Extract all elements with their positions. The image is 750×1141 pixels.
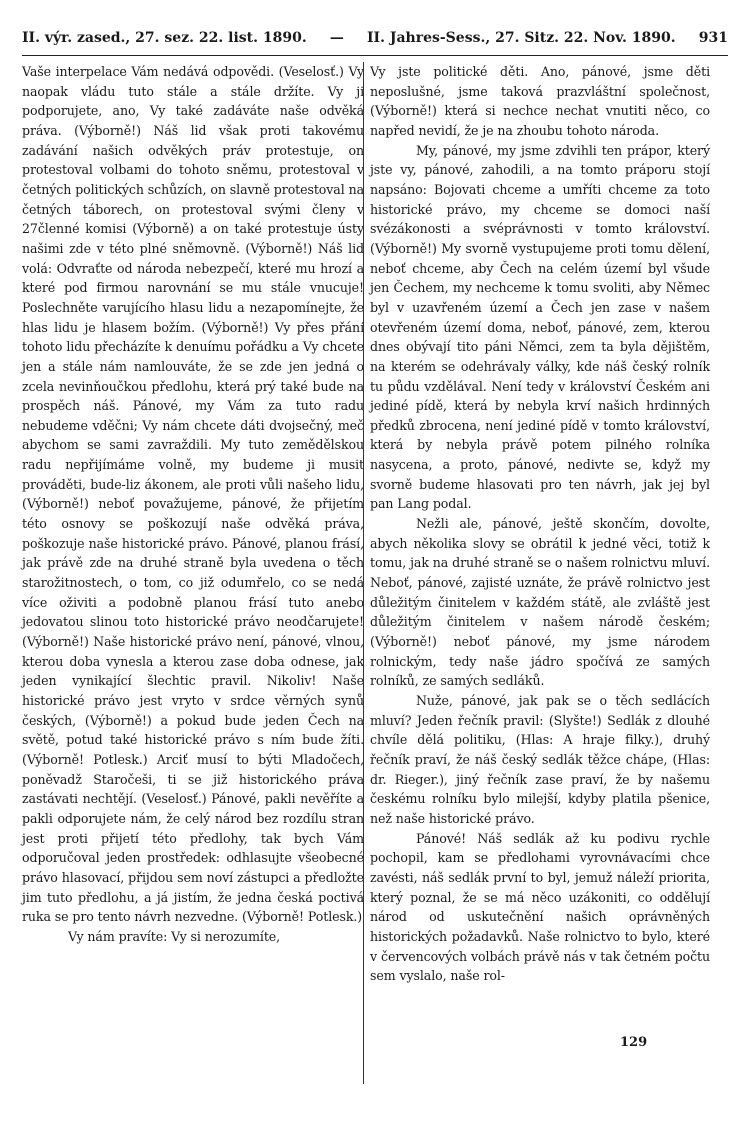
column-divider <box>363 62 364 1084</box>
right-paragraph-5: Pánové! Náš sedlák až ku podivu rychle pochopil, kam se předlohami vyrovnávacími chce zavésti, náš sedlák první to byl, jemuž náleží priorita, který poznal, že se má něco uzákoniti, co oddělují národ od uskutečnění našich oprávněných historických požadavků. Naše rolnictvo to bylo, které v červencových volbách právě nás v tak četném počtu sem vyslalo, naše rol- <box>370 830 710 984</box>
header-separator: — <box>329 30 344 46</box>
right-column <box>370 62 710 986</box>
left-paragraph-2: Vy nám pravíte: Vy si nerozumíte, <box>68 928 281 944</box>
header-rule <box>22 55 728 56</box>
right-paragraph-3: Nežli ale, pánové, ještě skončím, dovolte, abych několika slovy se obrátil k jedné věci, totiž k tomu, jak na druhé straně se o našem rolnictvu mluví. Neboť, pánové, zajisté uznáte, že právě rolnictvo jest důležitým činitelem v každém státě, ale zvláště jest důležitým činitelem v našem národě českém; (Výborně!) neboť pánové, my jsme národem rolnickým, tedy naše jádro spočívá ze samých rolníků, ze samých sedláků. <box>370 516 710 689</box>
header-czech: II. výr. zased., 27. sez. 22. list. 1890. <box>22 30 307 46</box>
right-paragraph-2: My, pánové, my jsme zdvihli ten prápor, který jste vy, pánové, zahodili, a na tomto práporu stojí napsáno: Bojovati chceme a umříti chceme za toto historické právo, my chceme se domoci naší svézákonosti a svéprávnosti v tomto království. (Výborně!) My svorně vystupujeme proti tomu dělení, neboť chceme, aby Čech na celém území byl všude jen Čechem, my nechceme k tomu svoliti, aby Němec byl v uzavřeném území a Čech jen zase v našem otevřeném území doma, neboť, pánové, zem, kterou dnes obývají tito páni Němci, zem ta byla dějištěm, na kterém se odehrávaly války, kde náš český rolník tu půdu vzdělával. Není tedy v království Českém ani jediné pídě, která by nebyla krví našich hrdinných předků zbrocena, není jediné pídě v tomto království, která by nebyla právě potem pilného rolníka nasycena, a proto, pánové, nedivte se, když my svorně budeme hlasovati pro ten návrh, jak jej byl pan Lang podal. <box>370 142 710 512</box>
left-column <box>22 62 364 947</box>
header-german: II. Jahres-Sess., 27. Sitz. 22. Nov. 1890. <box>366 30 676 46</box>
right-paragraph-1: Vy jste politické děti. Ano, pánové, jsme děti neposlušné, jsme taková prazvláštní společnost, (Výborně!) která si nechce nechat vnutiti něco, co napřed nevidí, že je na zhoubu tohoto národa. <box>370 64 710 138</box>
running-header <box>22 20 728 46</box>
page-number: 129 <box>620 1035 648 1050</box>
left-paragraph-1: Vaše interpelace Vám nedává odpovědi. (Veselosť.) Vy naopak vládu tuto stále a stále držíte. Vy ji podporujete, ano, Vy také zadáváte naše odvěká práva. (Výborně!) Náš lid však proti takovému zadávání našich odvěkých práv protestuje, on protestoval volbami do tohoto sněmu, protestoval v četných politických schůzích, on slavně protestoval na četných táborech, on protestoval svými členy v 27členné komisi (Výborně) a on také protestuje ústy našimi zde v této plné sněmovně. (Výborně!) Náš lid volá: Odvraťte od národa nebezpečí, které mu hrozí a které pod firmou narovnání se mu stále vnucuje! Poslechněte varujícího hlasu lidu a nezapomínejte, že hlas lidu je hlasem božím. (Výborně!) Vy přes přání tohoto lidu přecházíte k denuímu pořádku a Vy chcete jen a stále nám namlouváte, že se zde jen jedná o zcela nevinňoučkou předlohu, která prý také bude na prospěch náš. Pánové, my Vám za tuto radu nebudeme vděčni; Vy nám chcete dáti dvojsečný, meč abychom se sami zavraždili. My tuto zemědělskou radu nepřijímáme volně, my budeme ji musit prováděti, bude-liz ákonem, ale proti vůli našeho lidu, (Výborně!) neboť považujeme, pánové, že přijetím této osnovy se poškozují naše odvěká práva, poškozuje naše historické právo. Pánové, planou frásí, jak právě zde na druhé straně byla uvedena o těch starožitnostech, o tom, co již odumřelo, co se nedá více oživiti a podobně planou frásí tuto anebo jedovatou slinou toto historické právo neodčarujete! (Výborně!) Naše historické právo není, pánové, vlnou, kterou doba vynesla a kterou zase doba odnese, jak jeden vynikající šlechtic pravil. Nikoliv! Naše historické právo jest vryto v srdce věrných synů českých, (Výborně!) a pokud bude jeden Čech na světě, potud také historické právo s ním bude žíti. (Výborně! Potlesk.) Arciť musí to býti Mladočech, poněvadž Staročeši, ti se již historického práva zastávati nechtějí. (Veselosť.) Pánové, pakli nevěříte a pakli odporujete nám, že celý národ bez rozdílu stran jest proti přijetí této předlohy, tak bych Vám odporučoval jeden prostředek: odhlasujte všeobecné právo hlasovací, přijdou sem noví zástupci a předložte jim tuto předlohu, a já jistím, že jedna česká poctivá ruka se pro tento návrh nezvedne. (Výborně! Potlesk.) <box>22 64 364 925</box>
right-paragraph-4: Nuže, pánové, jak pak se o těch sedlácích mluví? Jeden řečník pravil: (Slyšte!) Sedlák z dlouhé chvíle dělá politiku, (Hlas: A hraje filky.), druhý řečník praví, že náš český sedlák těžce chápe, (Hlas: dr. Rieger.), jiný řečník zase praví, že by našemu českému rolníku bylo milejší, kdyby platila pšenice, než naše historické právo. <box>370 693 710 826</box>
header-folio: 931 <box>698 30 728 46</box>
